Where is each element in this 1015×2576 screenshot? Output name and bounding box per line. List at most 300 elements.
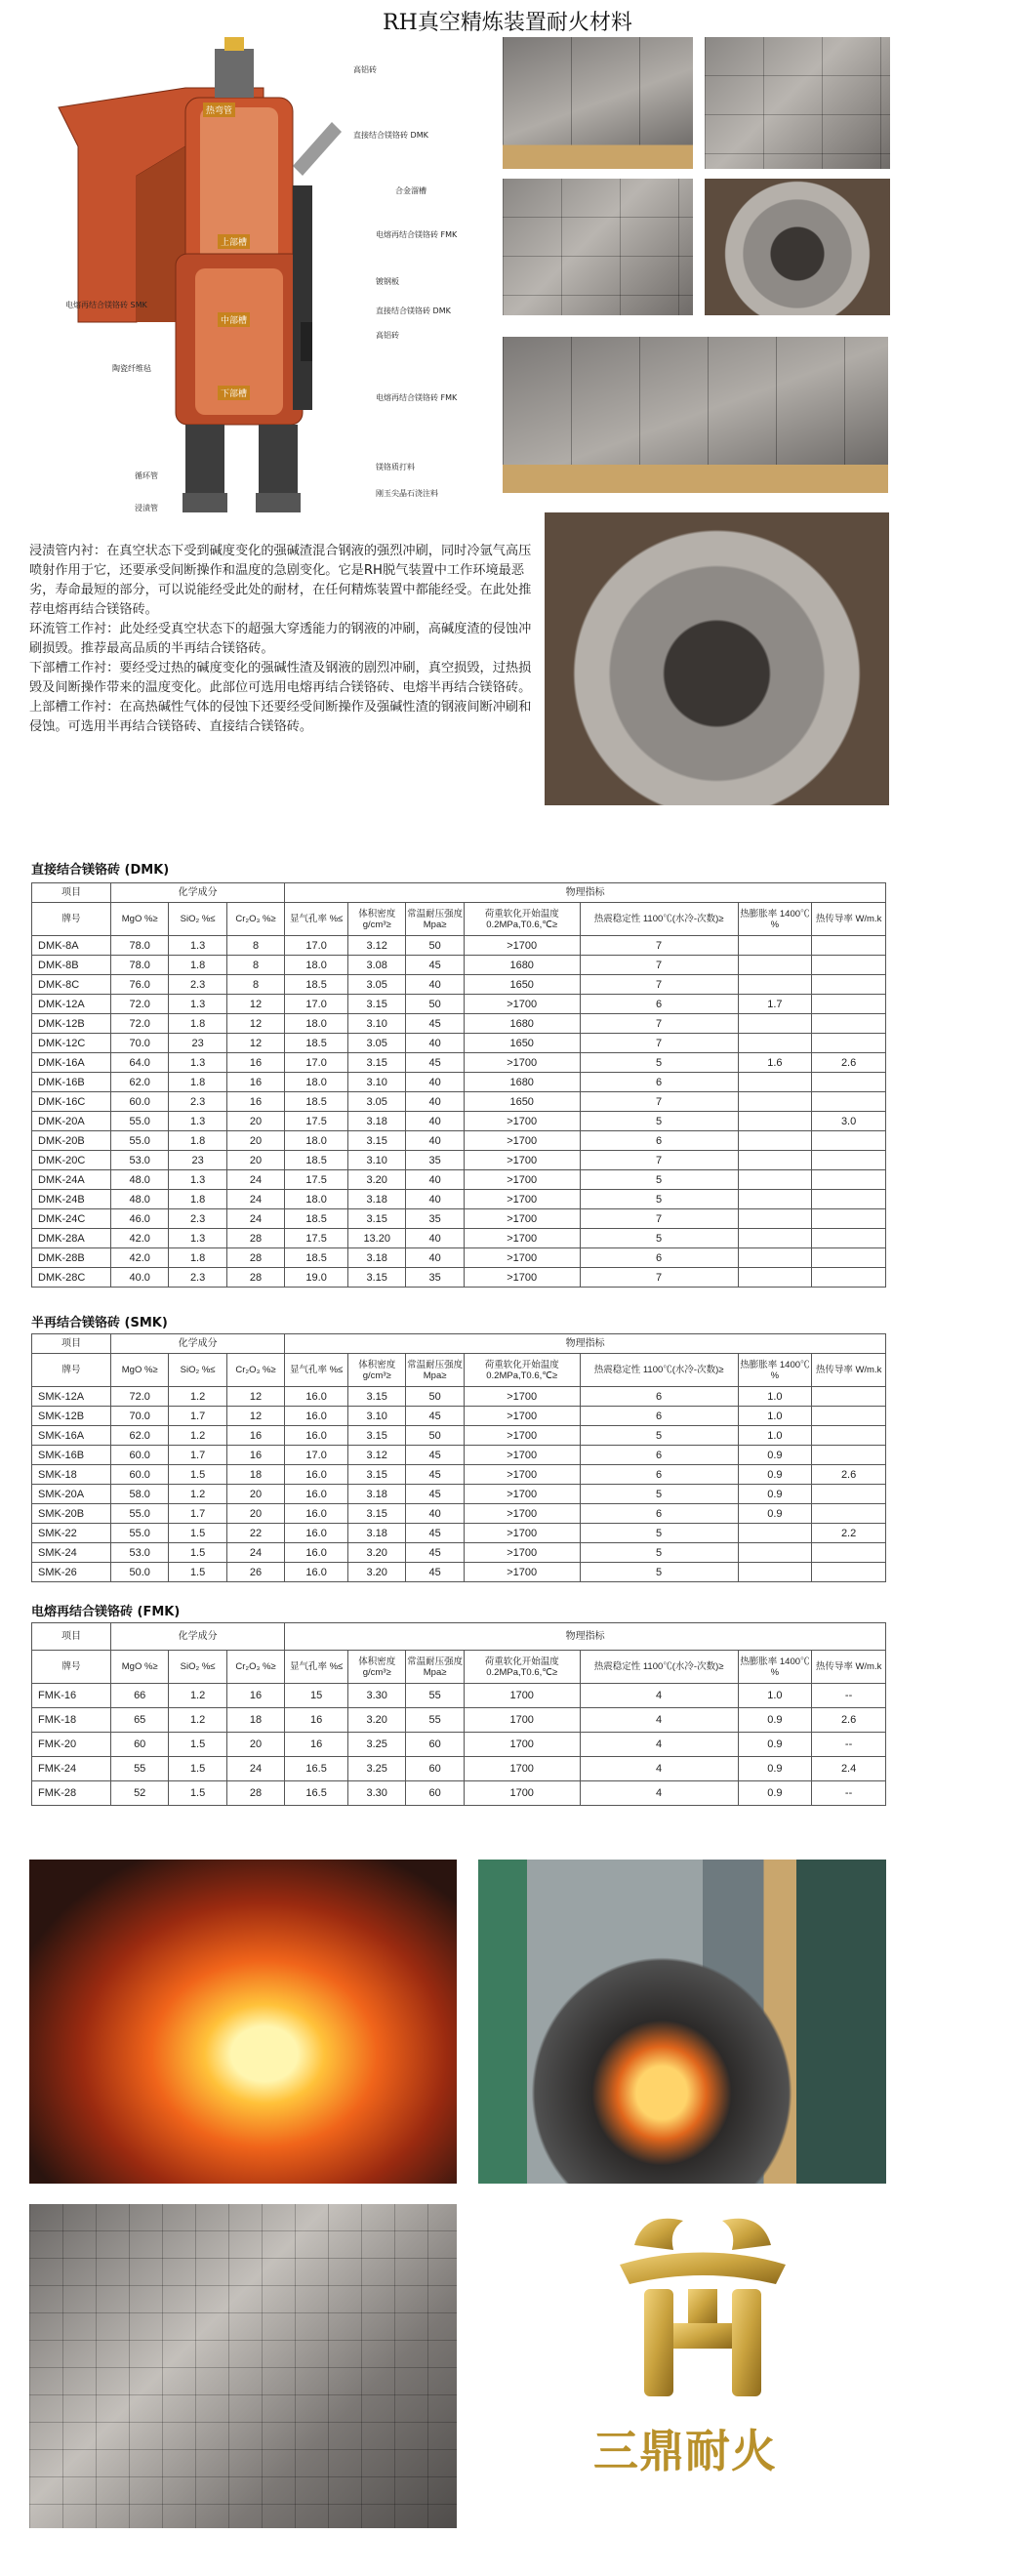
smk-cell: 20 (226, 1485, 284, 1504)
smk-cell: 3.20 (348, 1543, 406, 1563)
smk-cell: 16 (226, 1426, 284, 1446)
dmk-cell: 3.05 (348, 1092, 406, 1112)
rh-diagram (39, 29, 498, 532)
dmk-cell: 7 (580, 1034, 738, 1053)
fmk-cell: 3.30 (348, 1781, 406, 1806)
smk-cell: >1700 (464, 1504, 580, 1524)
fmk-row (32, 1757, 886, 1781)
fmk-h-sio2: SiO₂ %≤ (169, 1651, 226, 1684)
dmk-cell: DMK-24C (32, 1209, 111, 1229)
fmk-cell: 4 (580, 1708, 738, 1733)
smk-cell: 1.2 (169, 1485, 226, 1504)
smk-cell: 60.0 (111, 1446, 169, 1465)
smk-cell: 3.18 (348, 1485, 406, 1504)
dmk-cell: 35 (406, 1209, 464, 1229)
dmk-row (32, 1014, 886, 1034)
smk-cell: 18 (226, 1465, 284, 1485)
dmk-cell: 1680 (464, 1073, 580, 1092)
dmk-cell (812, 1209, 886, 1229)
smk-cell: 16 (226, 1446, 284, 1465)
dmk-row (32, 936, 886, 956)
dmk-cell: 20 (226, 1112, 284, 1131)
dmk-cell: 6 (580, 1131, 738, 1151)
dmk-cell: 45 (406, 1014, 464, 1034)
dmk-cell: 2.3 (169, 1092, 226, 1112)
dmk-row (32, 956, 886, 975)
smk-h-cr2o3: Cr₂O₃ %≥ (226, 1354, 284, 1387)
dmk-cell (738, 1190, 812, 1209)
fmk-cell: 0.9 (738, 1781, 812, 1806)
dmk-cell: 7 (580, 1014, 738, 1034)
dmk-h-chem: 化学成分 (111, 883, 285, 903)
smk-cell: 1.5 (169, 1563, 226, 1582)
dmk-cell (738, 1209, 812, 1229)
smk-h-item: 项目 (32, 1334, 111, 1354)
smk-cell: 0.9 (738, 1465, 812, 1485)
dmk-cell: 7 (580, 936, 738, 956)
fmk-cell: 0.9 (738, 1708, 812, 1733)
smk-cell: 3.15 (348, 1504, 406, 1524)
dmk-h-item: 项目 (32, 883, 111, 903)
smk-cell: >1700 (464, 1465, 580, 1485)
dmk-cell: DMK-8B (32, 956, 111, 975)
dmk-cell: 42.0 (111, 1229, 169, 1248)
dmk-cell (812, 1229, 886, 1248)
dmk-h-density: 体积密度 g/cm³≥ (348, 903, 406, 936)
dmk-row (32, 1209, 886, 1229)
dmk-cell: 12 (226, 995, 284, 1014)
dmk-cell: 1.8 (169, 1014, 226, 1034)
dmk-cell (738, 1248, 812, 1268)
dmk-cell: DMK-12C (32, 1034, 111, 1053)
smk-cell: 6 (580, 1407, 738, 1426)
dmk-h-porosity: 显气孔率 %≤ (285, 903, 348, 936)
dmk-cell: 5 (580, 1170, 738, 1190)
fmk-h-mgo: MgO %≥ (111, 1651, 169, 1684)
dmk-h-cr2o3: Cr₂O₃ %≥ (226, 903, 284, 936)
fmk-cell: 66 (111, 1684, 169, 1708)
dmk-cell: DMK-20A (32, 1112, 111, 1131)
dmk-row (32, 995, 886, 1014)
dmk-cell: 18.0 (285, 1073, 348, 1092)
smk-cell: 45 (406, 1446, 464, 1465)
dmk-row (32, 1268, 886, 1288)
smk-cell: 0.9 (738, 1504, 812, 1524)
smk-cell: 1.2 (169, 1387, 226, 1407)
dmk-cell: 1.6 (738, 1053, 812, 1073)
smk-cell (738, 1563, 812, 1582)
smk-cell: 1.0 (738, 1426, 812, 1446)
smk-cell: 1.2 (169, 1426, 226, 1446)
fmk-cell: FMK-18 (32, 1708, 111, 1733)
dmk-cell: 3.20 (348, 1170, 406, 1190)
dmk-cell: 1.3 (169, 1112, 226, 1131)
dmk-cell: 1.3 (169, 1053, 226, 1073)
fmk-cell: 16.5 (285, 1757, 348, 1781)
dmk-cell: 35 (406, 1151, 464, 1170)
dmk-cell: 17.5 (285, 1170, 348, 1190)
fmk-cell: -- (812, 1733, 886, 1757)
dmk-cell (812, 1014, 886, 1034)
dmk-cell: 16 (226, 1073, 284, 1092)
fmk-cell: 65 (111, 1708, 169, 1733)
brand-logo (576, 2206, 830, 2499)
smk-cell: 60.0 (111, 1465, 169, 1485)
dmk-row (32, 1170, 886, 1190)
smk-cell: 70.0 (111, 1407, 169, 1426)
smk-row (32, 1387, 886, 1407)
fmk-row (32, 1708, 886, 1733)
smk-cell: 55.0 (111, 1524, 169, 1543)
dmk-h-mgo: MgO %≥ (111, 903, 169, 936)
dmk-cell: 42.0 (111, 1248, 169, 1268)
smk-cell: 5 (580, 1485, 738, 1504)
dmk-cell (812, 1190, 886, 1209)
smk-cell: 50.0 (111, 1563, 169, 1582)
smk-h-density: 体积密度 g/cm³≥ (348, 1354, 406, 1387)
dmk-row (32, 1131, 886, 1151)
smk-cell: 1.5 (169, 1524, 226, 1543)
photo-bricks-3 (503, 179, 693, 315)
smk-cell: 3.15 (348, 1465, 406, 1485)
smk-cell: 6 (580, 1465, 738, 1485)
dmk-cell: >1700 (464, 936, 580, 956)
smk-cell: >1700 (464, 1407, 580, 1426)
smk-cell: SMK-22 (32, 1524, 111, 1543)
fmk-cell: 16 (285, 1708, 348, 1733)
dmk-cell: 3.18 (348, 1248, 406, 1268)
dmk-h-thermal-shock: 热震稳定性 1100℃(水冷-次数)≥ (580, 903, 738, 936)
dmk-cell: 7 (580, 1268, 738, 1288)
dmk-cell: 46.0 (111, 1209, 169, 1229)
smk-row (32, 1485, 886, 1504)
fmk-cell: 4 (580, 1684, 738, 1708)
smk-cell: 5 (580, 1524, 738, 1543)
smk-row (32, 1407, 886, 1426)
dmk-cell: 40 (406, 1131, 464, 1151)
fmk-cell: 52 (111, 1781, 169, 1806)
dmk-cell: 55.0 (111, 1131, 169, 1151)
fmk-cell: 20 (226, 1733, 284, 1757)
dmk-cell: 23 (169, 1034, 226, 1053)
intro-upper-vessel: 上部槽工作衬：在高热碱性气体的侵蚀下还要经受间断操作及强碱性渣的钢液间断冲刷和侵蚀。可选用半再结合镁铬砖、直接结合镁铬砖。 (29, 700, 532, 734)
dmk-cell: 6 (580, 1073, 738, 1092)
dmk-cell: >1700 (464, 1268, 580, 1288)
smk-cell: SMK-12B (32, 1407, 111, 1426)
smk-cell: 50 (406, 1426, 464, 1446)
smk-cell (812, 1426, 886, 1446)
photo-ring-2 (545, 512, 889, 805)
dmk-cell: 1650 (464, 1034, 580, 1053)
smk-cell: 6 (580, 1387, 738, 1407)
dmk-cell: 62.0 (111, 1073, 169, 1092)
dmk-cell: DMK-12B (32, 1014, 111, 1034)
smk-h-sio2: SiO₂ %≤ (169, 1354, 226, 1387)
dmk-cell: 40 (406, 1248, 464, 1268)
dmk-h-ccs: 常温耐压强度 Mpa≥ (406, 903, 464, 936)
intro-circulation: 环流管工作衬：此处经受真空状态下的超强大穿透能力的钢液的冲刷，高碱度渣的侵蚀冲刷损毁。推荐最高品质的半再结合镁铬砖。 (29, 622, 532, 656)
smk-cell: 3.18 (348, 1524, 406, 1543)
smk-cell: 12 (226, 1387, 284, 1407)
smk-cell: 55.0 (111, 1504, 169, 1524)
fmk-cell: 2.4 (812, 1757, 886, 1781)
fmk-cell: 16.5 (285, 1781, 348, 1806)
smk-cell (738, 1524, 812, 1543)
dmk-cell: 7 (580, 1092, 738, 1112)
label-circulation-pipe: 循环管 (135, 471, 158, 480)
smk-cell: 1.0 (738, 1407, 812, 1426)
dmk-cell (812, 1092, 886, 1112)
fmk-cell: 3.25 (348, 1733, 406, 1757)
dmk-cell: 78.0 (111, 936, 169, 956)
dmk-cell: 40 (406, 1073, 464, 1092)
smk-cell: 5 (580, 1543, 738, 1563)
fmk-h-thermal-shock: 热震稳定性 1100℃(水冷-次数)≥ (580, 1651, 738, 1684)
fmk-cell: 18 (226, 1708, 284, 1733)
dmk-row (32, 1073, 886, 1092)
photo-snorkel-brick-ring (29, 2204, 457, 2528)
smk-cell: 45 (406, 1543, 464, 1563)
photo-bricks-1 (503, 37, 693, 169)
dmk-cell: 28 (226, 1229, 284, 1248)
smk-cell: 16.0 (285, 1407, 348, 1426)
fmk-h-cr2o3: Cr₂O₃ %≥ (226, 1651, 284, 1684)
smk-cell: 3.20 (348, 1563, 406, 1582)
dmk-cell: 60.0 (111, 1092, 169, 1112)
dmk-cell (812, 975, 886, 995)
dmk-cell: 3.0 (812, 1112, 886, 1131)
dmk-row (32, 1151, 886, 1170)
dmk-cell: 17.0 (285, 936, 348, 956)
smk-cell: 2.2 (812, 1524, 886, 1543)
smk-title: 半再结合镁铬砖 (SMK) (31, 1316, 168, 1330)
intro-text (29, 542, 537, 737)
photo-rh-snorkel-operation (478, 1860, 886, 2184)
fmk-cell: 55 (111, 1757, 169, 1781)
dmk-cell (812, 1131, 886, 1151)
fmk-cell: 1700 (464, 1781, 580, 1806)
dmk-cell: 40 (406, 975, 464, 995)
dmk-cell: 17.0 (285, 995, 348, 1014)
dmk-cell (812, 1248, 886, 1268)
smk-cell: 16.0 (285, 1524, 348, 1543)
smk-cell: 16.0 (285, 1426, 348, 1446)
dmk-cell: 18.0 (285, 1131, 348, 1151)
smk-h-brand: 牌号 (32, 1354, 111, 1387)
smk-cell (812, 1485, 886, 1504)
dmk-cell: 3.12 (348, 936, 406, 956)
fmk-h-rul: 荷重软化开始温度 0.2MPa,T0.6,℃≥ (464, 1651, 580, 1684)
smk-h-expansion: 热膨胀率 1400℃% (738, 1354, 812, 1387)
tag-upper-vessel: 上部槽 (218, 234, 250, 249)
dmk-cell: 8 (226, 936, 284, 956)
smk-cell: 62.0 (111, 1426, 169, 1446)
dmk-cell: 8 (226, 975, 284, 995)
fmk-cell: 3.30 (348, 1684, 406, 1708)
dmk-cell: 3.08 (348, 956, 406, 975)
dmk-cell: 2.3 (169, 975, 226, 995)
smk-cell: 5 (580, 1426, 738, 1446)
dmk-cell: 72.0 (111, 995, 169, 1014)
dmk-row (32, 1229, 886, 1248)
dmk-cell: 5 (580, 1190, 738, 1209)
smk-cell (812, 1504, 886, 1524)
dmk-cell: >1700 (464, 1131, 580, 1151)
smk-cell: >1700 (464, 1563, 580, 1582)
dmk-cell: 53.0 (111, 1151, 169, 1170)
smk-cell (812, 1563, 886, 1582)
smk-h-phys: 物理指标 (285, 1334, 886, 1354)
smk-cell: 45 (406, 1407, 464, 1426)
smk-cell: 40 (406, 1504, 464, 1524)
smk-h-conductivity: 热传导率 W/m.k (812, 1354, 886, 1387)
fmk-cell: 1.5 (169, 1733, 226, 1757)
fmk-cell: -- (812, 1684, 886, 1708)
smk-cell: 16.0 (285, 1543, 348, 1563)
smk-cell: 16.0 (285, 1485, 348, 1504)
fmk-cell: FMK-28 (32, 1781, 111, 1806)
dmk-cell: DMK-8C (32, 975, 111, 995)
dmk-cell: 3.15 (348, 1209, 406, 1229)
dmk-cell: 7 (580, 956, 738, 975)
smk-cell: SMK-24 (32, 1543, 111, 1563)
dmk-cell: 50 (406, 936, 464, 956)
fmk-h-density: 体积密度 g/cm³≥ (348, 1651, 406, 1684)
fmk-cell: 1.5 (169, 1757, 226, 1781)
dmk-cell: 24 (226, 1209, 284, 1229)
smk-h-mgo: MgO %≥ (111, 1354, 169, 1387)
dmk-cell: 3.05 (348, 1034, 406, 1053)
dmk-cell: >1700 (464, 1190, 580, 1209)
dmk-cell: 76.0 (111, 975, 169, 995)
dmk-cell: 23 (169, 1151, 226, 1170)
dmk-cell: 48.0 (111, 1190, 169, 1209)
smk-cell: SMK-16A (32, 1426, 111, 1446)
dmk-cell: 24 (226, 1190, 284, 1209)
dmk-cell: 5 (580, 1229, 738, 1248)
dmk-cell: 40 (406, 1112, 464, 1131)
dmk-cell: 50 (406, 995, 464, 1014)
dmk-cell: DMK-24B (32, 1190, 111, 1209)
dmk-cell: 1650 (464, 975, 580, 995)
dmk-cell: DMK-12A (32, 995, 111, 1014)
dmk-cell: 18.5 (285, 1151, 348, 1170)
dmk-cell (738, 1073, 812, 1092)
dmk-cell: 3.10 (348, 1073, 406, 1092)
dmk-cell: 6 (580, 1248, 738, 1268)
dmk-cell: 45 (406, 956, 464, 975)
label-ramming-mix: 镁铬质打料 (376, 463, 415, 471)
dmk-cell: 16 (226, 1092, 284, 1112)
smk-cell: >1700 (464, 1485, 580, 1504)
tag-mid-vessel: 中部槽 (218, 312, 250, 327)
dmk-h-expansion: 热膨胀率 1400℃% (738, 903, 812, 936)
label-castable: 刚玉尖晶石浇注料 (376, 489, 438, 498)
fmk-cell: 60 (111, 1733, 169, 1757)
fmk-cell: 1700 (464, 1708, 580, 1733)
fmk-cell: 60 (406, 1781, 464, 1806)
smk-cell: 45 (406, 1465, 464, 1485)
dmk-cell: >1700 (464, 1229, 580, 1248)
smk-h-ccs: 常温耐压强度 Mpa≥ (406, 1354, 464, 1387)
dmk-h-rul: 荷重软化开始温度 0.2MPa,T0.6,℃≥ (464, 903, 580, 936)
smk-cell: 58.0 (111, 1485, 169, 1504)
dmk-cell: >1700 (464, 995, 580, 1014)
dmk-cell (812, 1268, 886, 1288)
smk-row (32, 1524, 886, 1543)
dmk-cell: 3.10 (348, 1014, 406, 1034)
fmk-table (31, 1622, 886, 1806)
dmk-cell: 6 (580, 995, 738, 1014)
dmk-cell: 20 (226, 1131, 284, 1151)
smk-cell: 16.0 (285, 1504, 348, 1524)
fmk-cell: 3.20 (348, 1708, 406, 1733)
dmk-cell: 19.0 (285, 1268, 348, 1288)
dmk-cell: 40.0 (111, 1268, 169, 1288)
fmk-cell: 16 (285, 1733, 348, 1757)
smk-cell: 53.0 (111, 1543, 169, 1563)
smk-cell: 1.5 (169, 1543, 226, 1563)
dmk-cell: 1.8 (169, 1073, 226, 1092)
dmk-cell: 45 (406, 1053, 464, 1073)
smk-cell: 3.10 (348, 1407, 406, 1426)
dmk-row (32, 1248, 886, 1268)
dmk-h-brand: 牌号 (32, 903, 111, 936)
dmk-cell: 1.3 (169, 995, 226, 1014)
photo-bricks-2 (705, 37, 890, 169)
fmk-cell: 1.2 (169, 1708, 226, 1733)
dmk-cell: DMK-16C (32, 1092, 111, 1112)
dmk-cell: DMK-24A (32, 1170, 111, 1190)
dmk-row (32, 1053, 886, 1073)
dmk-row (32, 1190, 886, 1209)
tripod-cauldron-icon (576, 2206, 830, 2411)
label-high-alumina-2: 高铝砖 (376, 331, 399, 340)
dmk-cell: 18.0 (285, 956, 348, 975)
fmk-h-ccs: 常温耐压强度 Mpa≥ (406, 1651, 464, 1684)
dmk-cell (812, 1073, 886, 1092)
smk-cell: 17.0 (285, 1446, 348, 1465)
fmk-cell: FMK-24 (32, 1757, 111, 1781)
fmk-cell: 1700 (464, 1733, 580, 1757)
dmk-cell: 3.15 (348, 1053, 406, 1073)
dmk-cell: 48.0 (111, 1170, 169, 1190)
dmk-cell: 7 (580, 1209, 738, 1229)
dmk-cell: 17.5 (285, 1112, 348, 1131)
smk-cell: 3.12 (348, 1446, 406, 1465)
label-alloy-chute: 合金溜槽 (395, 186, 426, 195)
smk-cell: 0.9 (738, 1446, 812, 1465)
fmk-cell: 0.9 (738, 1733, 812, 1757)
smk-cell: 16.0 (285, 1387, 348, 1407)
fmk-h-expansion: 热膨胀率 1400℃% (738, 1651, 812, 1684)
dmk-cell: 18.5 (285, 1248, 348, 1268)
smk-row (32, 1543, 886, 1563)
fmk-cell: 24 (226, 1757, 284, 1781)
dmk-h-phys: 物理指标 (285, 883, 886, 903)
fmk-cell: 60 (406, 1757, 464, 1781)
dmk-cell (738, 1229, 812, 1248)
dmk-cell (738, 1014, 812, 1034)
dmk-cell: 1.8 (169, 1248, 226, 1268)
smk-cell: >1700 (464, 1426, 580, 1446)
fmk-row (32, 1781, 886, 1806)
fmk-h-phys: 物理指标 (285, 1623, 886, 1651)
smk-cell: 5 (580, 1563, 738, 1582)
dmk-cell: 1.7 (738, 995, 812, 1014)
smk-cell: 72.0 (111, 1387, 169, 1407)
smk-cell: 50 (406, 1387, 464, 1407)
